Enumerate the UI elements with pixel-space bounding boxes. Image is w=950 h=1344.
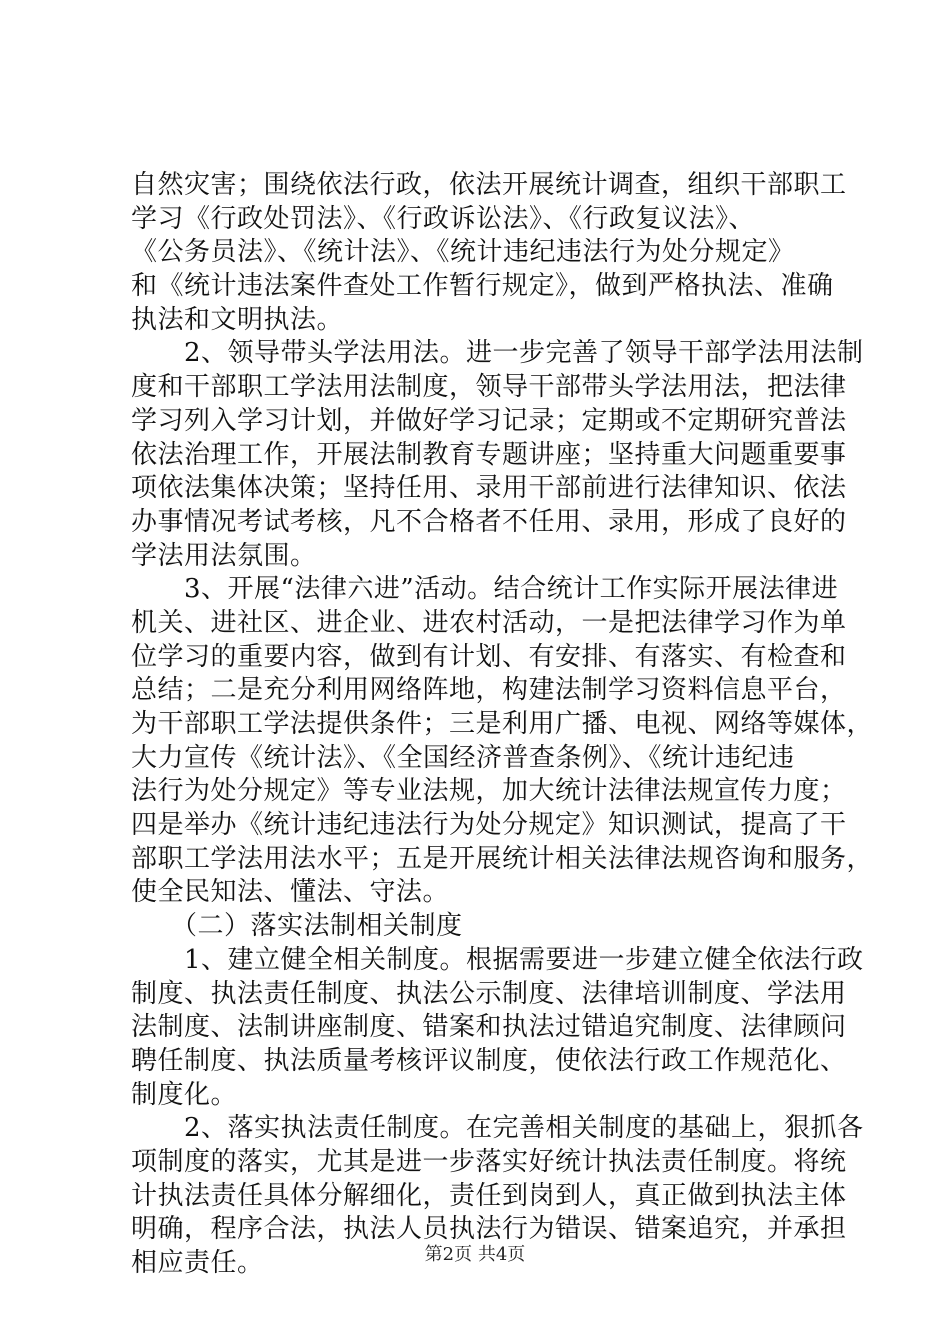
text-line: 依法治理工作，开展法制教育专题讲座；坚持重大问题重要事 bbox=[131, 439, 847, 470]
text-line: 部职工学法用法水平；五是开展统计相关法律法规咨询和服务， bbox=[131, 843, 874, 874]
text-line: 总结；二是充分利用网络阵地，构建法制学习资料信息平台， bbox=[131, 675, 847, 706]
text-line: 2、落实执法责任制度。在完善相关制度的基础上，狠抓各 bbox=[131, 1113, 864, 1144]
text-line: 《公务员法》、《统计法》、《统计违纪违法行为处分规定》 bbox=[131, 237, 795, 268]
text-line: 制度化。 bbox=[131, 1079, 238, 1110]
text-line: 制度、执法责任制度、执法公示制度、法律培训制度、学法用 bbox=[131, 978, 847, 1009]
document-body bbox=[131, 169, 874, 1281]
text-line: 大力宣传《统计法》、《全国经济普查条例》、《统计违纪违 bbox=[131, 742, 795, 773]
text-line: 法制度、法制讲座制度、错案和执法过错追究制度、法律顾问 bbox=[131, 1012, 847, 1043]
text-line: 执法和文明执法。 bbox=[131, 304, 344, 335]
text-line: 学习《行政处罚法》、《行政诉讼法》、《行政复议法》、 bbox=[131, 203, 756, 234]
text-line: 使全民知法、懂法、守法。 bbox=[131, 877, 450, 908]
text-line: 项制度的落实，尤其是进一步落实好统计执法责任制度。将统 bbox=[131, 1146, 847, 1177]
text-line: 四是举办《统计违纪违法行为处分规定》知识测试，提高了干 bbox=[131, 810, 847, 841]
text-line: 1、建立健全相关制度。根据需要进一步建立健全依法行政 bbox=[131, 944, 864, 975]
section-heading: （二）落实法制相关制度 bbox=[131, 911, 463, 942]
text-line: 位学习的重要内容，做到有计划、有安排、有落实、有检查和 bbox=[131, 641, 847, 672]
text-line: 办事情况考试考核，凡不合格者不任用、录用，形成了良好的 bbox=[131, 506, 847, 537]
text-line: 聘任制度、执法质量考核评议制度，使依法行政工作规范化、 bbox=[131, 1045, 847, 1076]
text-line: 3、开展“法律六进”活动。结合统计工作实际开展法律进 bbox=[131, 574, 839, 605]
text-line: 明确，程序合法，执法人员执法行为错误、错案追究，并承担 bbox=[131, 1214, 847, 1245]
text-line: 计执法责任具体分解细化，责任到岗到人，真正做到执法主体 bbox=[131, 1180, 847, 1211]
text-line: 自然灾害；围绕依法行政，依法开展统计调查，组织干部职工 bbox=[131, 170, 847, 200]
page-number-footer: 第2页 共4页 bbox=[424, 1244, 526, 1265]
text-line: 相应责任。 bbox=[131, 1248, 264, 1278]
text-line: 机关、进社区、进企业、进农村活动，一是把法律学习作为单 bbox=[131, 607, 847, 638]
text-line: 法行为处分规定》等专业法规，加大统计法律法规宣传力度； bbox=[131, 776, 847, 807]
text-line: 项依法集体决策；坚持任用、录用干部前进行法律知识、依法 bbox=[131, 473, 847, 504]
text-line: 学法用法氛围。 bbox=[131, 540, 317, 571]
text-line: 2、领导带头学法用法。进一步完善了领导干部学法用法制 bbox=[131, 338, 864, 369]
text-line: 为干部职工学法提供条件；三是利用广播、电视、网络等媒体， bbox=[131, 709, 874, 739]
text-line: 和《统计违法案件查处工作暂行规定》，做到严格执法、准确 bbox=[131, 271, 834, 302]
text-line: 度和干部职工学法用法制度，领导干部带头学法用法，把法律 bbox=[131, 372, 847, 403]
text-line: 学习列入学习计划，并做好学习记录；定期或不定期研究普法 bbox=[131, 405, 847, 436]
